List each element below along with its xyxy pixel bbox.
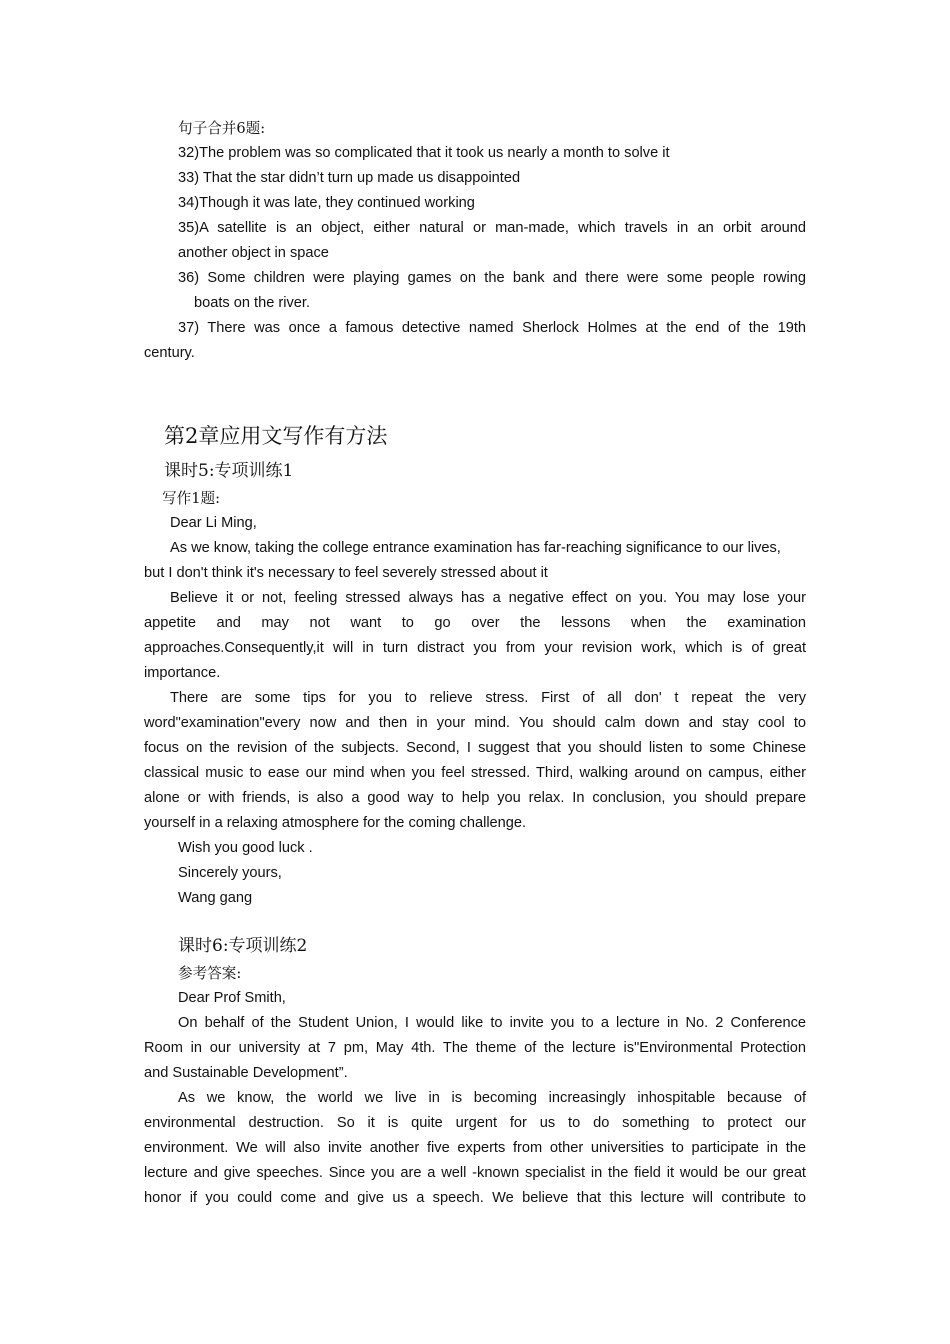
letter-line: and Sustainable Development”.	[144, 1065, 348, 1081]
letter-closing: Sincerely yours,	[178, 865, 282, 881]
lesson-title: 课时5:专项训练1	[164, 461, 294, 481]
answer-line: 32)The problem was so complicated that it took us nearly a month to solve it	[178, 145, 670, 161]
document-page	[144, 116, 806, 1211]
section-heading: 参考答案:	[178, 965, 242, 982]
answer-line: boats on the river.	[194, 295, 311, 311]
letter-line: honor if you could come and give us a speech. We believe that this lecture will contribute to	[144, 1190, 806, 1206]
letter-line: As we know, taking the college entrance examination has far-reaching significance to our lives,	[170, 540, 781, 556]
letter-line: appetite and may not want to go over the lessons when the examination	[144, 615, 806, 631]
letter-line: alone or with friends, is also a good way to help you relax. In conclusion, you should prepare	[144, 790, 806, 806]
letter-line: but I don't think it's necessary to feel severely stressed about it	[144, 565, 548, 581]
section-heading: 写作1题:	[162, 490, 220, 507]
answer-line: 37) There was once a famous detective named Sherlock Holmes at the end of the 19th	[178, 320, 806, 336]
answer-line: another object in space	[178, 245, 329, 261]
answer-line: 36) Some children were playing games on the bank and there were some people rowing	[178, 270, 806, 286]
letter-line: Believe it or not, feeling stressed always has a negative effect on you. You may lose your	[170, 590, 806, 606]
letter-line: classical music to ease our mind when you feel stressed. Third, walking around on campus, either	[144, 765, 806, 781]
lesson-title: 课时6:专项训练2	[178, 936, 308, 956]
letter-line: environment. We will also invite another five experts from other universities to participate in the	[144, 1140, 806, 1156]
answer-line: century.	[144, 345, 195, 361]
letter-line: Room in our university at 7 pm, May 4th. The theme of the lecture is"Environmental Protection	[144, 1040, 806, 1056]
letter-line: importance.	[144, 665, 221, 681]
letter-salutation: Dear Li Ming,	[170, 515, 257, 531]
letter-line: lecture and give speeches. Since you are a well -known specialist in the field it would be our great	[144, 1165, 806, 1181]
letter-line: yourself in a relaxing atmosphere for the coming challenge.	[144, 815, 527, 831]
answer-line: 34)Though it was late, they continued working	[178, 195, 475, 211]
letter-salutation: Dear Prof Smith,	[178, 990, 286, 1006]
letter-line: approaches.Consequently,it will in turn distract you from your revision work, which is of great	[144, 640, 806, 656]
section-heading-sentence: 句子合并6题:	[178, 120, 266, 137]
letter-line: environmental destruction. So it is quite urgent for us to do something to protect our	[144, 1115, 806, 1131]
letter-signature: Wang gang	[178, 890, 253, 906]
letter-line: As we know, the world we live in is becoming increasingly inhospitable because of	[178, 1090, 806, 1106]
letter-line: word"examination"every now and then in your mind. You should calm down and stay cool to	[144, 715, 806, 731]
letter-line: focus on the revision of the subjects. Second, I suggest that you should listen to some Chinese	[144, 740, 806, 756]
answer-line: 35)A satellite is an object, either natural or man-made, which travels in an orbit around	[178, 220, 806, 236]
chapter-title: 第2章应用文写作有方法	[164, 424, 388, 448]
letter-line: There are some tips for you to relieve stress. First of all don' t repeat the very	[170, 690, 806, 706]
answer-line: 33) That the star didn’t turn up made us disappointed	[178, 170, 521, 186]
letter-closing: Wish you good luck .	[178, 840, 313, 856]
letter-line: On behalf of the Student Union, I would like to invite you to a lecture in No. 2 Conference	[178, 1015, 806, 1031]
